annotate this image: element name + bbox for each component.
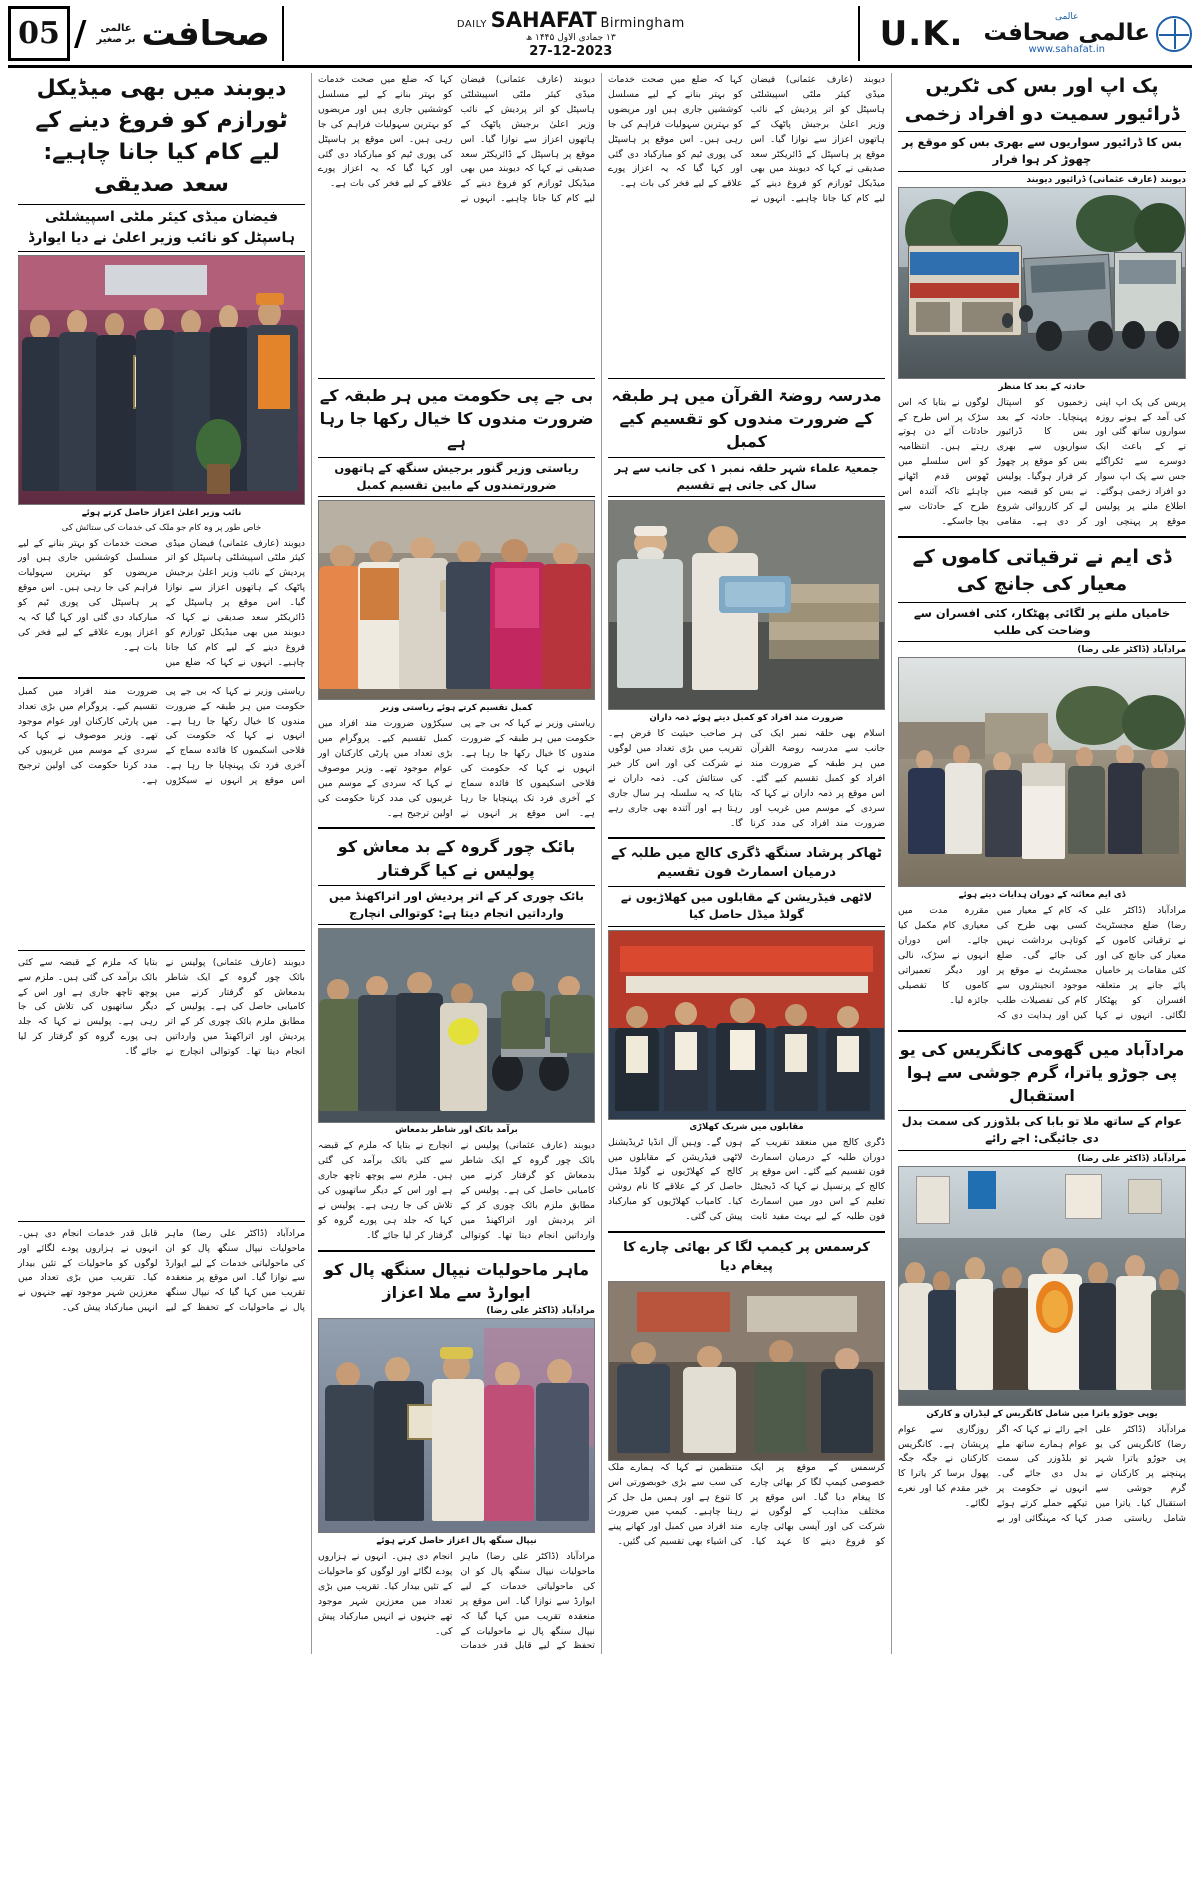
article-4-photo xyxy=(898,1166,1186,1406)
article-8-headline: بائک چور گروہ کے بد معاش کو پولیس نے کیا گرفتار xyxy=(337,837,576,880)
article-9-photo xyxy=(318,1318,595,1533)
issue-date: 27-12-2023 xyxy=(529,44,613,59)
article-college-smartphone-lathi xyxy=(608,845,885,1225)
article-2-photo xyxy=(18,255,305,505)
article-2-caption-2: خاص طور پر وہ کام جو ملک کی خدمات کی ستائش کی xyxy=(61,522,262,533)
article-9-body: مرادآباد (ڈاکٹر علی رضا) ماہر ماحولیات نیپال سنگھ پال کو ان کی ماحولیاتی خدمات کے لیے ایوارڈ سے نوازا گیا۔ اس موقع پر منعقدہ تقریب میں کہا گیا کہ نیپال سنگھ پال نے ماحولیات کے تحفظ کے لیے قابل قدر خدمات انجام دی ہیں۔ انہوں نے ہزاروں پودے لگائے اور لوگوں کو ماحولیات کے تئیں بیدار کیا۔ تقریب میں بڑی تعداد میں معززین شہر موجود تھے جنہوں نے انہیں مبارکباد پیش کی۔ xyxy=(318,1551,595,1652)
article-9-body-cont: مرادآباد (ڈاکٹر علی رضا) ماہر ماحولیات نیپال سنگھ پال کو ان کی ماحولیاتی خدمات کے لیے ایوارڈ سے نوازا گیا۔ اس موقع پر منعقدہ تقریب میں کہا گیا کہ نیپال سنگھ پال نے ماحولیات کے تحفظ کے لیے قابل قدر خدمات انجام دی ہیں۔ انہوں نے ہزاروں پودے لگائے اور لوگوں کو ماحولیات کے تئیں بیدار کیا۔ تقریب میں بڑی تعداد میں معززین شہر موجود تھے جنہوں نے انہیں مبارکباد پیش کی۔ xyxy=(18,1227,305,1314)
city-label: Birmingham xyxy=(600,16,685,31)
article-pickup-bus-crash xyxy=(898,73,1186,530)
article-6-body-cont: ریاستی وزیر نے کہا کہ بی جے پی حکومت میں ہر طبقہ کے ضرورت مندوں کا خیال رکھا جا رہا ہے۔ انہوں نے کہا کہ حکومت کی فلاحی اسکیموں کا فائدہ سماج کے آخری فرد تک پہنچایا جا رہا ہے۔ اس موقع پر انہوں نے سیکڑوں ضرورت مند افراد میں کمبل تقسیم کیے۔ پروگرام میں بڑی تعداد میں پارٹی کارکنان اور عوام موجود تھے۔ وزیر موصوف نے کہا کہ سردی کے موسم میں غریبوں کی مدد کرنا حکومت کی اولین ترجیح ہے۔ xyxy=(17,685,305,787)
divider-1 xyxy=(898,536,1186,538)
article-4-headline: مرادآباد میں گھومی کانگریس کی یو پی جوڑو یاترا، گرم جوشی سے ہوا استقبال xyxy=(899,1039,1185,1105)
article-2-body-right: دیوبند (عارف عثمانی) فیضان میڈی کیئر ملٹی اسپیشلٹی ہاسپٹل کو اتر پردیش کے نائب وزیر اعلیٰ برجیش پاٹھک کے ہاتھوں اعزاز سے نوازا گیا۔ اس موقع پر ہاسپٹل کے ڈائریکٹر سعد صدیقی نے کہا کہ دیوبند میں بھی میڈیکل ٹورازم کو فروغ دینے کے لیے کام کیا جانا چاہیے۔ انہوں نے کہا کہ ضلع میں صحت خدمات کو بہتر بنانے کے لیے مسلسل کوششیں جاری ہیں اور مریضوں کو بہترین سہولیات فراہم کی جا رہی ہیں۔ اس موقع پر ہاسپٹل کی پوری ٹیم کو مبارکباد دی گئی اور کہا گیا کہ یہ اعزاز پورے علاقے کے لیے فخر کی بات ہے۔ xyxy=(318,74,595,205)
brand-big: عالمی صحافت xyxy=(983,19,1150,46)
article-bjp-blanket xyxy=(318,384,595,821)
article-2-subhead: فیضان میڈی کیئر ملٹی اسپیشلٹی ہاسپٹل کو نائب وزیر اعلیٰ نے دیا ایوارڈ xyxy=(18,204,305,252)
article-3-body: مرادآباد (ڈاکٹر علی رضا) ضلع مجسٹریٹ نے ترقیاتی کاموں کے معیار کی جانچ کی اور کئی مقامات پر خامیاں پائے جانے پر متعلقہ افسران کو پھٹکار لگائی۔ انہوں نے کہا کہ کام کے معیار میں کسی بھی طرح کی کوتاہی برداشت نہیں کی جائے گی۔ ضلع مجسٹریٹ نے موقع پر موجود انجینئروں سے کام کی تفصیلات طلب کیں اور ہدایت دی کہ مقررہ مدت میں معیاری کام مکمل کیا جائے۔ اس دوران انہوں نے سڑک، نالی اور دیگر تعمیراتی کاموں کا تفصیلی جائزہ لیا۔ xyxy=(898,905,1186,1021)
article-1-headline: پک اپ اور بس کی ٹکریں ڈرائیور سمیت دو افراد زخمی xyxy=(904,75,1180,125)
column-1 xyxy=(892,73,1192,1654)
article-1-photo xyxy=(898,187,1186,379)
article-8-body-cont: دیوبند (عارف عثمانی) پولیس نے بائک چور گروہ کے ایک شاطر بدمعاش کو گرفتار کرنے میں کامیابی حاصل کی ہے۔ پولیس کے مطابق ملزم بائک چوری کر کے اتر پردیش اور اتراکھنڈ میں وارداتیں انجام دیتا تھا۔ کوتوالی انچارج نے بتایا کہ ملزم کے قبضہ سے کئی بائک برآمد کی گئی ہیں۔ ملزم سے پوچھ تاچھ جاری ہے اور اس کے دیگر ساتھیوں کی تلاش کی جا رہی ہے۔ پولیس نے کہا کہ جلد ہی پورے گروہ کو گرفتار کر لیا جائے گا۔ xyxy=(18,956,305,1058)
page-content xyxy=(8,73,1192,1654)
divider-4 xyxy=(608,837,885,839)
masthead-brand xyxy=(977,6,1192,61)
article-5-caption: ضرورت مند افراد کو کمبل دیتے ہوئے ذمہ داران xyxy=(649,713,844,724)
article-6-subhead: ریاستی وزیر گنور برجیش سنگھ کے ہاتھوں ضرورتمندوں کے مابین تقسیم کمبل xyxy=(318,457,595,498)
website-url: www.sahafat.in xyxy=(1028,43,1105,55)
article-6-photo xyxy=(318,500,595,700)
edition-label: U.K. xyxy=(879,13,964,54)
divider-11 xyxy=(18,1221,305,1222)
article-10-photo xyxy=(608,1281,885,1461)
article-10-headline: کرسمس پر کیمپ لگا کر بھائی چارے کا پیغام دیا xyxy=(623,1240,870,1274)
urdu-logo xyxy=(90,6,275,61)
article-medical-tourism xyxy=(18,73,305,671)
article-4-byline: مرادآباد (ڈاکٹر علی رضا) xyxy=(1077,1153,1186,1164)
article-4-caption: یوپی جوڑو یاترا میں شامل کانگریس کے لیڈران و کارکن xyxy=(926,1408,1158,1419)
article-bike-thief-arrest xyxy=(318,835,595,1243)
column-2 xyxy=(602,73,892,1654)
article-5-body: اسلام بھی حلقہ نمبر ایک کی جانب سے مدرسہ روضۃ القرآن میں ہر طبقہ کے ضرورت مند افراد کو کمبل تقسیم کیے گئے۔ اس موقع پر ذمہ داران نے کہا کہ سردی کے موسم میں غریب اور ضرورت مند افراد کی مدد کرنا ہر صاحب حیثیت کا فرض ہے۔ تقریب میں بڑی تعداد میں لوگوں نے شرکت کی اور اس کار خیر کی ستائش کی۔ ذمہ داران نے بتایا کہ یہ سلسلہ ہر سال جاری رہتا ہے اور آئندہ بھی جاری رہے گا۔ xyxy=(608,728,885,829)
brand-small: عالمی xyxy=(1054,11,1079,22)
masthead-title-line xyxy=(457,8,685,32)
brand-text xyxy=(983,13,1150,55)
article-environment-award xyxy=(318,1258,595,1655)
article-4-subhead: عوام کے ساتھ ملا تو بابا کی بلڈوزر کی سمت بدل دی جائیگی: اجے رائے xyxy=(898,1110,1186,1151)
article-2-headline: دیوبند میں بھی میڈیکل ٹورازم کو فروغ دینے کے لیے کام کیا جانا چاہیے: سعد صدیقی xyxy=(35,76,288,197)
urdu-logo-text: صحافت xyxy=(141,13,270,54)
article-congress-yatra xyxy=(898,1038,1186,1527)
article-5-photo xyxy=(608,500,885,710)
article-7-caption: مقابلوں میں شریک کھلاڑی xyxy=(689,1121,804,1132)
article-dm-inspection xyxy=(898,544,1186,1024)
globe-icon xyxy=(1156,16,1192,52)
article-6-caption: کمبل تقسیم کرتے ہوئے ریاستی وزیر xyxy=(380,703,533,714)
divider-2 xyxy=(898,1030,1186,1032)
article-2-caption: نائب وزیر اعلیٰ اعزاز حاصل کرتے ہوئے xyxy=(81,507,242,518)
urdu-logo-sub1: عالمی xyxy=(100,22,132,34)
article-6-body: ریاستی وزیر نے کہا کہ بی جے پی حکومت میں ہر طبقہ کے ضرورت مندوں کا خیال رکھا جا رہا ہے۔ انہوں نے کہا کہ حکومت کی فلاحی اسکیموں کا فائدہ سماج کے آخری فرد تک پہنچایا جا رہا ہے۔ اس موقع پر انہوں نے سیکڑوں ضرورت مند افراد میں کمبل تقسیم کیے۔ پروگرام میں بڑی تعداد میں پارٹی کارکنان اور عوام موجود تھے۔ وزیر موصوف نے کہا کہ سردی کے موسم میں غریبوں کی مدد کرنا حکومت کی اولین ترجیح ہے۔ xyxy=(318,718,595,819)
article-9-caption: نیپال سنگھ پال اعزاز حاصل کرتے ہوئے xyxy=(376,1536,537,1546)
article-8-body: دیوبند (عارف عثمانی) پولیس نے بائک چور گروہ کے ایک شاطر بدمعاش کو گرفتار کرنے میں کامیابی حاصل کی ہے۔ پولیس کے مطابق ملزم بائک چوری کر کے اتر پردیش اور اتراکھنڈ میں وارداتیں انجام دیتا تھا۔ کوتوالی انچارج نے بتایا کہ ملزم کے قبضہ سے کئی بائک برآمد کی گئی ہیں۔ ملزم سے پوچھ تاچھ جاری ہے اور اس کے دیگر ساتھیوں کی تلاش کی جا رہی ہے۔ پولیس نے کہا کہ جلد ہی پورے گروہ کو گرفتار کر لیا جائے گا۔ xyxy=(318,1140,595,1241)
article-2-body-left: دیوبند (عارف عثمانی) فیضان میڈی کیئر ملٹی اسپیشلٹی ہاسپٹل کو اتر پردیش کے نائب وزیر اعلیٰ برجیش پاٹھک کے ہاتھوں اعزاز سے نوازا گیا۔ اس موقع پر ہاسپٹل کے ڈائریکٹر سعد صدیقی نے کہا کہ دیوبند میں بھی میڈیکل ٹورازم کو فروغ دینے کے لیے کام کیا جانا چاہیے۔ انہوں نے کہا کہ ضلع میں صحت خدمات کو بہتر بنانے کے لیے مسلسل کوششیں جاری ہیں اور مریضوں کو بہترین سہولیات فراہم کی جا رہی ہیں۔ اس موقع پر ہاسپٹل کی پوری ٹیم کو مبارکباد دی گئی اور کہا گیا کہ یہ اعزاز پورے علاقے کے لیے فخر کی بات ہے۔ xyxy=(608,74,885,205)
divider-3 xyxy=(608,378,885,379)
urdu-logo-sub2: بر صغیر xyxy=(96,33,136,45)
article-5-headline: مدرسہ روضۃ القرآن میں ہر طبقہ کے ضرورت مندوں کو تقسیم کیے کمبل xyxy=(611,386,882,452)
article-blanket-distribution-madrasa xyxy=(608,384,885,831)
article-1-subhead: بس کا ڈرائیور سواریوں سے بھری بس کو موقع پر چھوڑ کر ہوا فرار xyxy=(898,131,1186,172)
article-3-subhead: خامیاں ملنے پر لگائی پھٹکار، کئی افسران سے وضاحت کی طلب xyxy=(898,602,1186,643)
article-1-caption: حادثہ کے بعد کا منظر xyxy=(998,381,1086,392)
article-7-photo xyxy=(608,930,885,1120)
article-8-subhead: بائک چوری کر کے اتر پردیش اور اتراکھنڈ میں وارداتیں انجام دیتا ہے: کوتوالی انچارج xyxy=(318,885,595,926)
masthead xyxy=(8,6,1192,68)
article-9-headline: ماہر ماحولیات نیپال سنگھ پال کو ایوارڈ سے ملا اعزاز xyxy=(323,1259,590,1302)
article-4-body: مرادآباد (ڈاکٹر علی رضا) کانگریس کی یو پی جوڑو یاترا شہر پہنچنے پر کارکنان نے گرم جوشی سے استقبال کیا۔ یاترا میں شامل ریاستی صدر اجے رائے نے کہا کہ اگر عوام ہمارے ساتھ ملے تو بلڈوزر کی سمت بدل دی جائے گی۔ انہوں نے حکومت پر تیکھے حملے کرتے ہوئے کہا کہ مہنگائی اور بے روزگاری سے عوام پریشان ہے۔ کانگریس کارکنان نے جگہ جگہ پھول برسا کر یاترا کا خیر مقدم کیا اور نعرے لگائے۔ xyxy=(898,1423,1186,1525)
masthead-slash: / xyxy=(74,13,87,54)
divider-10 xyxy=(18,950,305,951)
daily-label: DAILY xyxy=(456,19,487,30)
article-2-body-main: دیوبند (عارف عثمانی) فیضان میڈی کیئر ملٹی اسپیشلٹی ہاسپٹل کو اتر پردیش کے نائب وزیر اعلیٰ برجیش پاٹھک کے ہاتھوں اعزاز سے نوازا گیا۔ اس موقع پر ہاسپٹل کے ڈائریکٹر سعد صدیقی نے کہا کہ دیوبند میں بھی میڈیکل ٹورازم کو فروغ دینے کے لیے کام کیا جانا چاہیے۔ انہوں نے کہا کہ ضلع میں صحت خدمات کو بہتر بنانے کے لیے مسلسل کوششیں جاری ہیں اور مریضوں کو بہترین سہولیات فراہم کی جا رہی ہیں۔ اس موقع پر ہاسپٹل کی پوری ٹیم کو مبارکباد دی گئی اور کہا گیا کہ یہ اعزاز پورے علاقے کے لیے فخر کی بات ہے۔ xyxy=(18,537,305,668)
article-3-caption: ڈی ایم معائنہ کے دوران ہدایات دیتے ہوئے xyxy=(958,890,1126,901)
divider-7 xyxy=(318,827,595,829)
article-1-byline: دیوبند (عارف عثمانی) ڈرائیور دیوبند xyxy=(1026,174,1186,185)
article-8-photo xyxy=(318,928,595,1123)
article-christmas-camp xyxy=(608,1239,885,1550)
column-3 xyxy=(312,73,602,1654)
masthead-center xyxy=(282,6,860,61)
article-6-headline: بی جے پی حکومت میں ہر طبقہ کے ضرورت مندوں کا خیال رکھا جا رہا ہے xyxy=(319,386,594,452)
divider-6 xyxy=(318,378,595,379)
article-8-caption: برآمد بائک اور شاطر بدمعاش xyxy=(395,1125,518,1136)
urdu-logo-sub xyxy=(96,23,135,45)
article-3-byline: مرادآباد (ڈاکٹر علی رضا) xyxy=(1077,645,1186,656)
page-number: 05 xyxy=(8,6,70,61)
paper-name: SAHAFAT xyxy=(490,8,597,32)
divider-9 xyxy=(18,677,305,679)
hijri-date: ۱۳ جمادی الاول ۱۴۴۵ ھ xyxy=(525,33,616,43)
article-3-headline: ڈی ایم نے ترقیاتی کاموں کے معیار کی جانچ کی xyxy=(912,545,1172,596)
article-7-body: ڈگری کالج میں منعقد تقریب کے دوران طلبہ کے درمیان اسمارٹ فون تقسیم کیے گئے۔ اس موقع پر کالج کے پرنسپل نے کہا کہ ڈیجیٹل تعلیم کے اس دور میں اسمارٹ فون طلبہ کے لیے بہت مفید ثابت ہوں گے۔ وہیں آل انڈیا ٹریڈیشنل لاٹھی فیڈریشن کے مقابلوں میں کالج کے کھلاڑیوں نے گولڈ میڈل حاصل کر کے علاقے کا نام روشن کیا۔ کامیاب کھلاڑیوں کو مبارکباد پیش کی گئی۔ xyxy=(608,1136,885,1223)
column-4 xyxy=(12,73,312,1654)
article-10-body: کرسمس کے موقع پر ایک خصوصی کیمپ لگا کر بھائی چارے کا پیغام دیا گیا۔ اس موقع پر مختلف مذاہب کے لوگوں نے شرکت کی اور آپسی بھائی چارے کو فروغ دینے کا عہد کیا۔ منتظمین نے کہا کہ ہمارے ملک کی سب سے بڑی خوبصورتی اس کا تنوع ہے اور ہمیں مل جل کر رہنا چاہیے۔ کیمپ میں ضرورت مند افراد میں کمبل اور کھانے پینے کی اشیاء بھی تقسیم کی گئیں۔ xyxy=(608,1461,885,1548)
article-1-body: پریس کی پک اپ اپنی کی آمد کے ہونے روزہ سواروں ساتھ گئی اور نے کے باعث ایک دوسرے سے ٹکراگئے جس سے پک اپ سوار دو افراد زخمی ہوگئے۔ اطلاع ملنے پر پولیس موقع پر پہنچی اور زخمیوں کو اسپتال پہنچایا۔ حادثہ کے بعد بس کا ڈرائیور سواریوں سے بھری بس کو موقع پر چھوڑ کر فرار ہوگیا۔ پولیس نے بس کو قبضہ میں لے کر کارروائی شروع کر دی ہے۔ مقامی لوگوں نے بتایا کہ اس سڑک پر اس طرح کے حادثات آئے دن ہوتے رہتے ہیں۔ انتظامیہ کو اس سلسلے میں ٹھوس قدم اٹھانے چاہئے تاکہ آئندہ اس طرح کے حادثات سے بچا جاسکے۔ xyxy=(898,396,1186,527)
article-9-byline: مرادآباد (ڈاکٹر علی رضا) xyxy=(486,1306,595,1316)
article-7-subhead: لاٹھی فیڈریشن کے مقابلوں میں کھلاڑیوں نے گولڈ میڈل حاصل کیا xyxy=(608,886,885,927)
article-7-headline: ٹھاکر پرشاد سنگھ ڈگری کالج میں طلبہ کے درمیان اسمارٹ فون تقسیم xyxy=(611,846,882,881)
divider-5 xyxy=(608,1231,885,1233)
article-3-photo xyxy=(898,657,1186,887)
article-5-subhead: جمعیۃ علماء شہر حلقہ نمبر ۱ کی جانب سے ہر سال کی جاتی ہے تقسیم xyxy=(608,457,885,498)
divider-8 xyxy=(318,1250,595,1252)
